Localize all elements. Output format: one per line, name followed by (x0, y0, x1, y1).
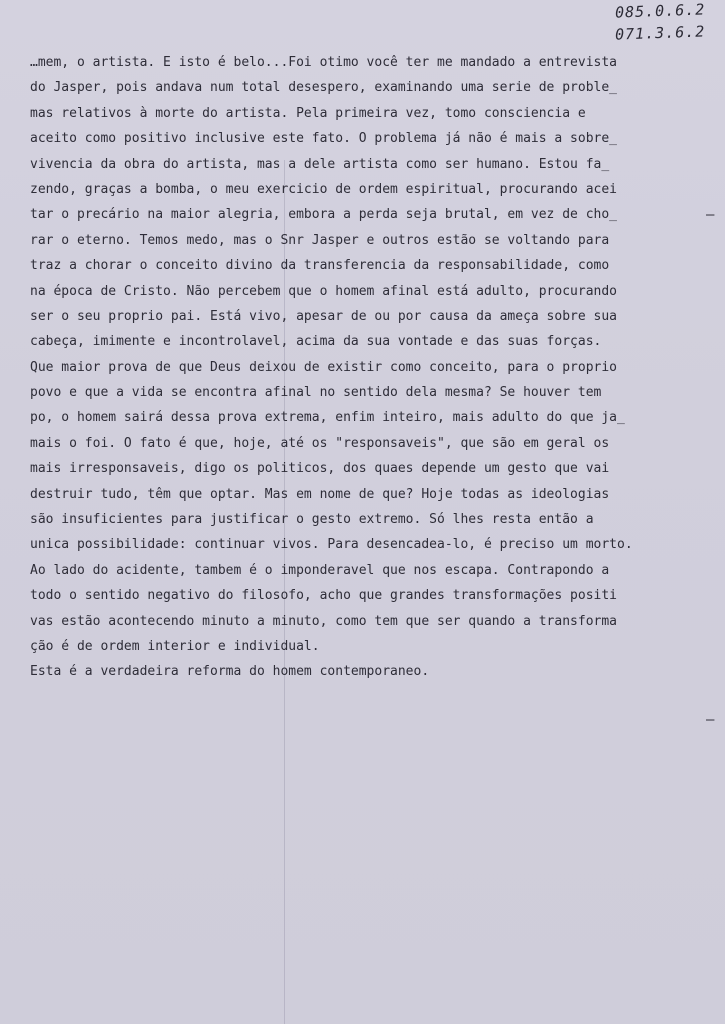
margin-dash-mark: — (706, 712, 715, 728)
text-line: unica possibilidade: continuar vivos. Para desencadea-lo, é preciso um morto. (30, 537, 633, 553)
text-line: rar o eterno. Temos medo, mas o Snr Jasper e outros estão se voltando para (30, 232, 610, 248)
margin-dash-mark: — (706, 207, 715, 223)
text-line: povo e que a vida se encontra afinal no sentido dela mesma? Se houver tem (30, 385, 602, 401)
letter-body (30, 50, 720, 685)
text-line: mais o foi. O fato é que, hoje, até os "responsaveis", que são em geral os (30, 435, 610, 451)
text-line: aceito como positivo inclusive este fato. O problema já não é mais a sobre_ (30, 131, 617, 147)
text-line: todo o sentido negativo do filosofo, acho que grandes transformações positi (30, 588, 617, 604)
text-line: vivencia da obra do artista, mas a dele artista como ser humano. Estou fa_ (30, 156, 610, 172)
text-line: traz a chorar o conceito divino da transferencia da responsabilidade, como (30, 258, 610, 274)
text-line: Esta é a verdadeira reforma do homem contemporaneo. (30, 664, 430, 680)
text-line: são insuficientes para justificar o gesto extremo. Só lhes resta então a (30, 512, 594, 528)
text-line: do Jasper, pois andava num total desespero, examinando uma serie de proble_ (30, 80, 617, 96)
text-line: na época de Cristo. Não percebem que o homem afinal está adulto, procurando (30, 283, 617, 299)
text-line: zendo, graças a bomba, o meu exercicio de ordem espiritual, procurando acei (30, 181, 617, 197)
text-line: ser o seu proprio pai. Está vivo, apesar de ou por causa da ameça sobre sua (30, 308, 617, 324)
text-line: vas estão acontecendo minuto a minuto, como tem que ser quando a transforma (30, 613, 617, 629)
text-line: mas relativos à morte do artista. Pela primeira vez, tomo consciencia e (30, 105, 586, 121)
text-line: destruir tudo, têm que optar. Mas em nome de que? Hoje todas as ideologias (30, 486, 610, 502)
catalog-number-bottom: 071.3.6.2 (614, 22, 706, 44)
text-line: …mem, o artista. E isto é belo...Foi otimo você ter me mandado a entrevista (30, 55, 617, 70)
text-line: tar o precário na maior alegria, embora a perda seja brutal, em vez de cho_ (30, 207, 617, 223)
text-line: po, o homem sairá dessa prova extrema, enfim inteiro, mais adulto do que ja_ (30, 410, 625, 426)
catalog-number-top: 085.0.6.2 (614, 0, 706, 22)
text-line: Que maior prova de que Deus deixou de existir como conceito, para o proprio (30, 359, 617, 375)
text-line: Ao lado do acidente, tambem é o imponderavel que nos escapa. Contrapondo a (30, 562, 610, 578)
text-line: ção é de ordem interior e individual. (30, 638, 320, 654)
text-line: cabeça, imimente e incontrolavel, acima da sua vontade e das suas forças. (30, 334, 602, 350)
text-line: mais irresponsaveis, digo os politicos, dos quaes depende um gesto que vai (30, 461, 610, 477)
